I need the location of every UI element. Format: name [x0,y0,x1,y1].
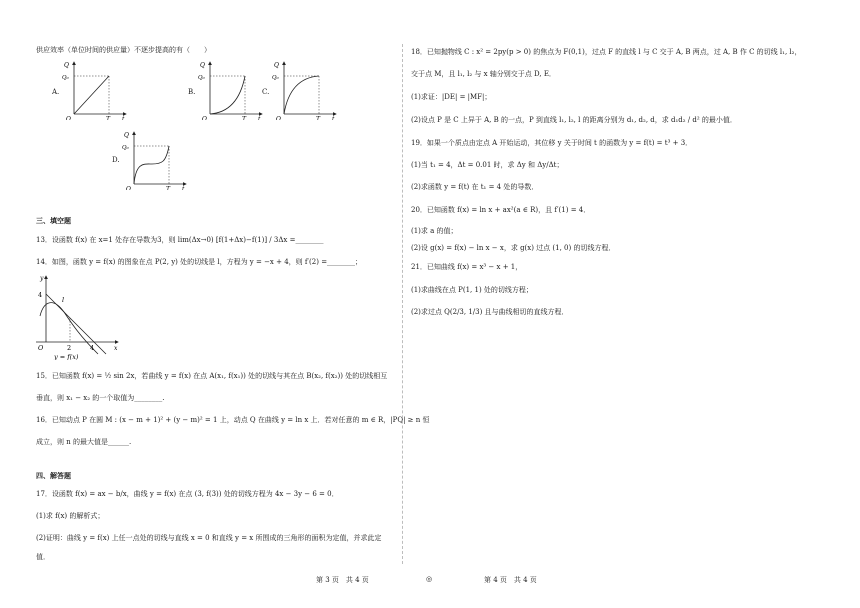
question-20: 20．已知函数 f(x) = ln x + ax²(a ∈ R)，且 f′(1) = 4． [411,206,591,214]
option-a-graph [60,58,130,120]
svg-text:T: T [242,116,247,120]
question-18-line1: 18．已知抛物线 C : x² = 2py(p > 0) 的焦点为 F(0,1)，过点 F 的直线 l 与 C 交于 A, B 两点，过 A, B 作 C 的切线 l₁, l₂， [411,48,802,56]
svg-text:4: 4 [90,344,95,352]
svg-text:O: O [66,116,71,120]
question-20-part1: (1)求 a 的值； [411,227,458,235]
section-title-fill-in: 三、填空题 [36,217,71,225]
question-19-part2: (2)求函数 y = f(t) 在 t₁ = 4 处的导数． [411,183,539,191]
footer-page-right: 第 4 页 共 4 页 [484,576,537,584]
svg-text:y: y [40,275,44,282]
option-c-label: C. [262,88,270,96]
question-14-graph [34,272,120,360]
svg-text:Q₀: Q₀ [272,75,279,81]
question-19: 19．如果一个质点由定点 A 开始运动，其位移 y 关于时间 t 的函数为 y = f(t) = t³ + 3． [411,139,693,147]
svg-text:l: l [62,296,65,304]
option-a-label: A. [52,88,60,96]
column-divider [402,44,403,564]
svg-text:O: O [126,186,131,190]
svg-text:Q: Q [124,132,129,139]
svg-text:O: O [38,344,44,352]
question-17: 17．设函数 f(x) = ax − b/x，曲线 y = f(x) 在点 (3, f(3)) 处的切线方程为 4x − 3y − 6 = 0． [36,490,339,498]
svg-text:t: t [182,186,185,190]
question-18-line2: 交于点 M，且 l₁, l₂ 与 x 轴分别交于点 D, E． [411,70,556,78]
svg-text:4: 4 [38,291,43,299]
question-12-intro: 供应效率（单位时间的供应量）不逐步提高的有（ ） [36,46,211,54]
svg-text:x: x [114,345,118,352]
svg-text:O: O [276,116,281,120]
svg-text:2: 2 [67,344,72,352]
option-c-graph [270,58,340,120]
question-17-part1: (1)求 f(x) 的解析式； [36,512,105,520]
question-15-line2: 垂直，则 x₁ − x₂ 的一个取值为________. [36,394,165,402]
option-d-graph [120,128,190,190]
svg-text:O: O [202,116,207,120]
svg-text:t: t [122,116,125,120]
svg-text:Q: Q [64,62,69,69]
question-15-line1: 15．已知函数 f(x) = ½ sin 2x，若曲线 y = f(x) 在点 A(x₁, f(x₁)) 处的切线与其在点 B(x₂, f(x₂)) 处的切线相互 [36,372,388,380]
svg-text:Q₀: Q₀ [198,75,205,81]
svg-text:T: T [316,116,321,120]
footer-page-left: 第 3 页 共 4 页 [316,576,369,584]
question-16-line1: 16．已知动点 P 在圆 M : (x − m + 1)² + (y − m)² = 1 上，动点 Q 在曲线 y = ln x 上．若对任意的 m ∈ R，|PQ| ≥ n 恒 [36,416,430,424]
question-13: 13．设函数 f(x) 在 x=1 处存在导数为3，则 lim(Δx→0) [f(1+Δx)−f(1)] / 3Δx =________ [36,236,324,244]
question-21-part1: (1)求曲线在点 P(1, 1) 处的切线方程； [411,286,533,294]
option-b-graph [196,58,266,120]
question-19-part1: (1)当 t₁ = 4，Δt = 0.01 时，求 Δy 和 Δy/Δt； [411,161,564,169]
footer-center-icon: ◎ [426,575,433,583]
question-18-part2: (2)设点 P 是 C 上异于 A, B 的一点，P 到直线 l₁, l₂, l 的距离分别为 d₁, d₂, d，求 d₁d₂ / d² 的最小值． [411,116,737,124]
svg-text:Q: Q [200,62,205,69]
option-d-label: D. [112,156,120,164]
svg-text:y = f(x): y = f(x) [54,353,79,360]
question-16-line2: 成立，则 n 的最大值是______. [36,438,132,446]
svg-text:T: T [106,116,111,120]
svg-text:T: T [166,186,171,190]
option-b-label: B. [188,88,196,96]
question-20-part2: (2)设 g(x) = f(x) − ln x − x，求 g(x) 过点 (1, 0) 的切线方程． [411,244,616,252]
svg-text:Q₀: Q₀ [62,75,69,81]
question-18-part1: (1)求证：|DE| = |MF|； [411,93,492,101]
svg-text:Q: Q [274,62,279,69]
question-21: 21．已知曲线 f(x) = x³ − x + 1， [411,263,523,271]
question-14: 14．如图，函数 y = f(x) 的图象在点 P(2, y) 处的切线是 l，方程为 y = −x + 4，则 f′(2) =________； [36,258,363,266]
question-21-part2: (2)求过点 Q(2/3, 1/3) 且与曲线相切的直线方程． [411,308,569,316]
section-title-answers: 四、解答题 [36,472,71,480]
question-17-part2-line1: (2)证明：曲线 y = f(x) 上任一点处的切线与直线 x = 0 和直线 y = x 所围成的三角形的面积为定值，并求此定 [36,534,382,542]
svg-text:Q₀: Q₀ [122,145,129,151]
svg-text:t: t [332,116,335,120]
question-17-part2-line2: 值． [36,553,50,561]
svg-text:t: t [258,116,261,120]
